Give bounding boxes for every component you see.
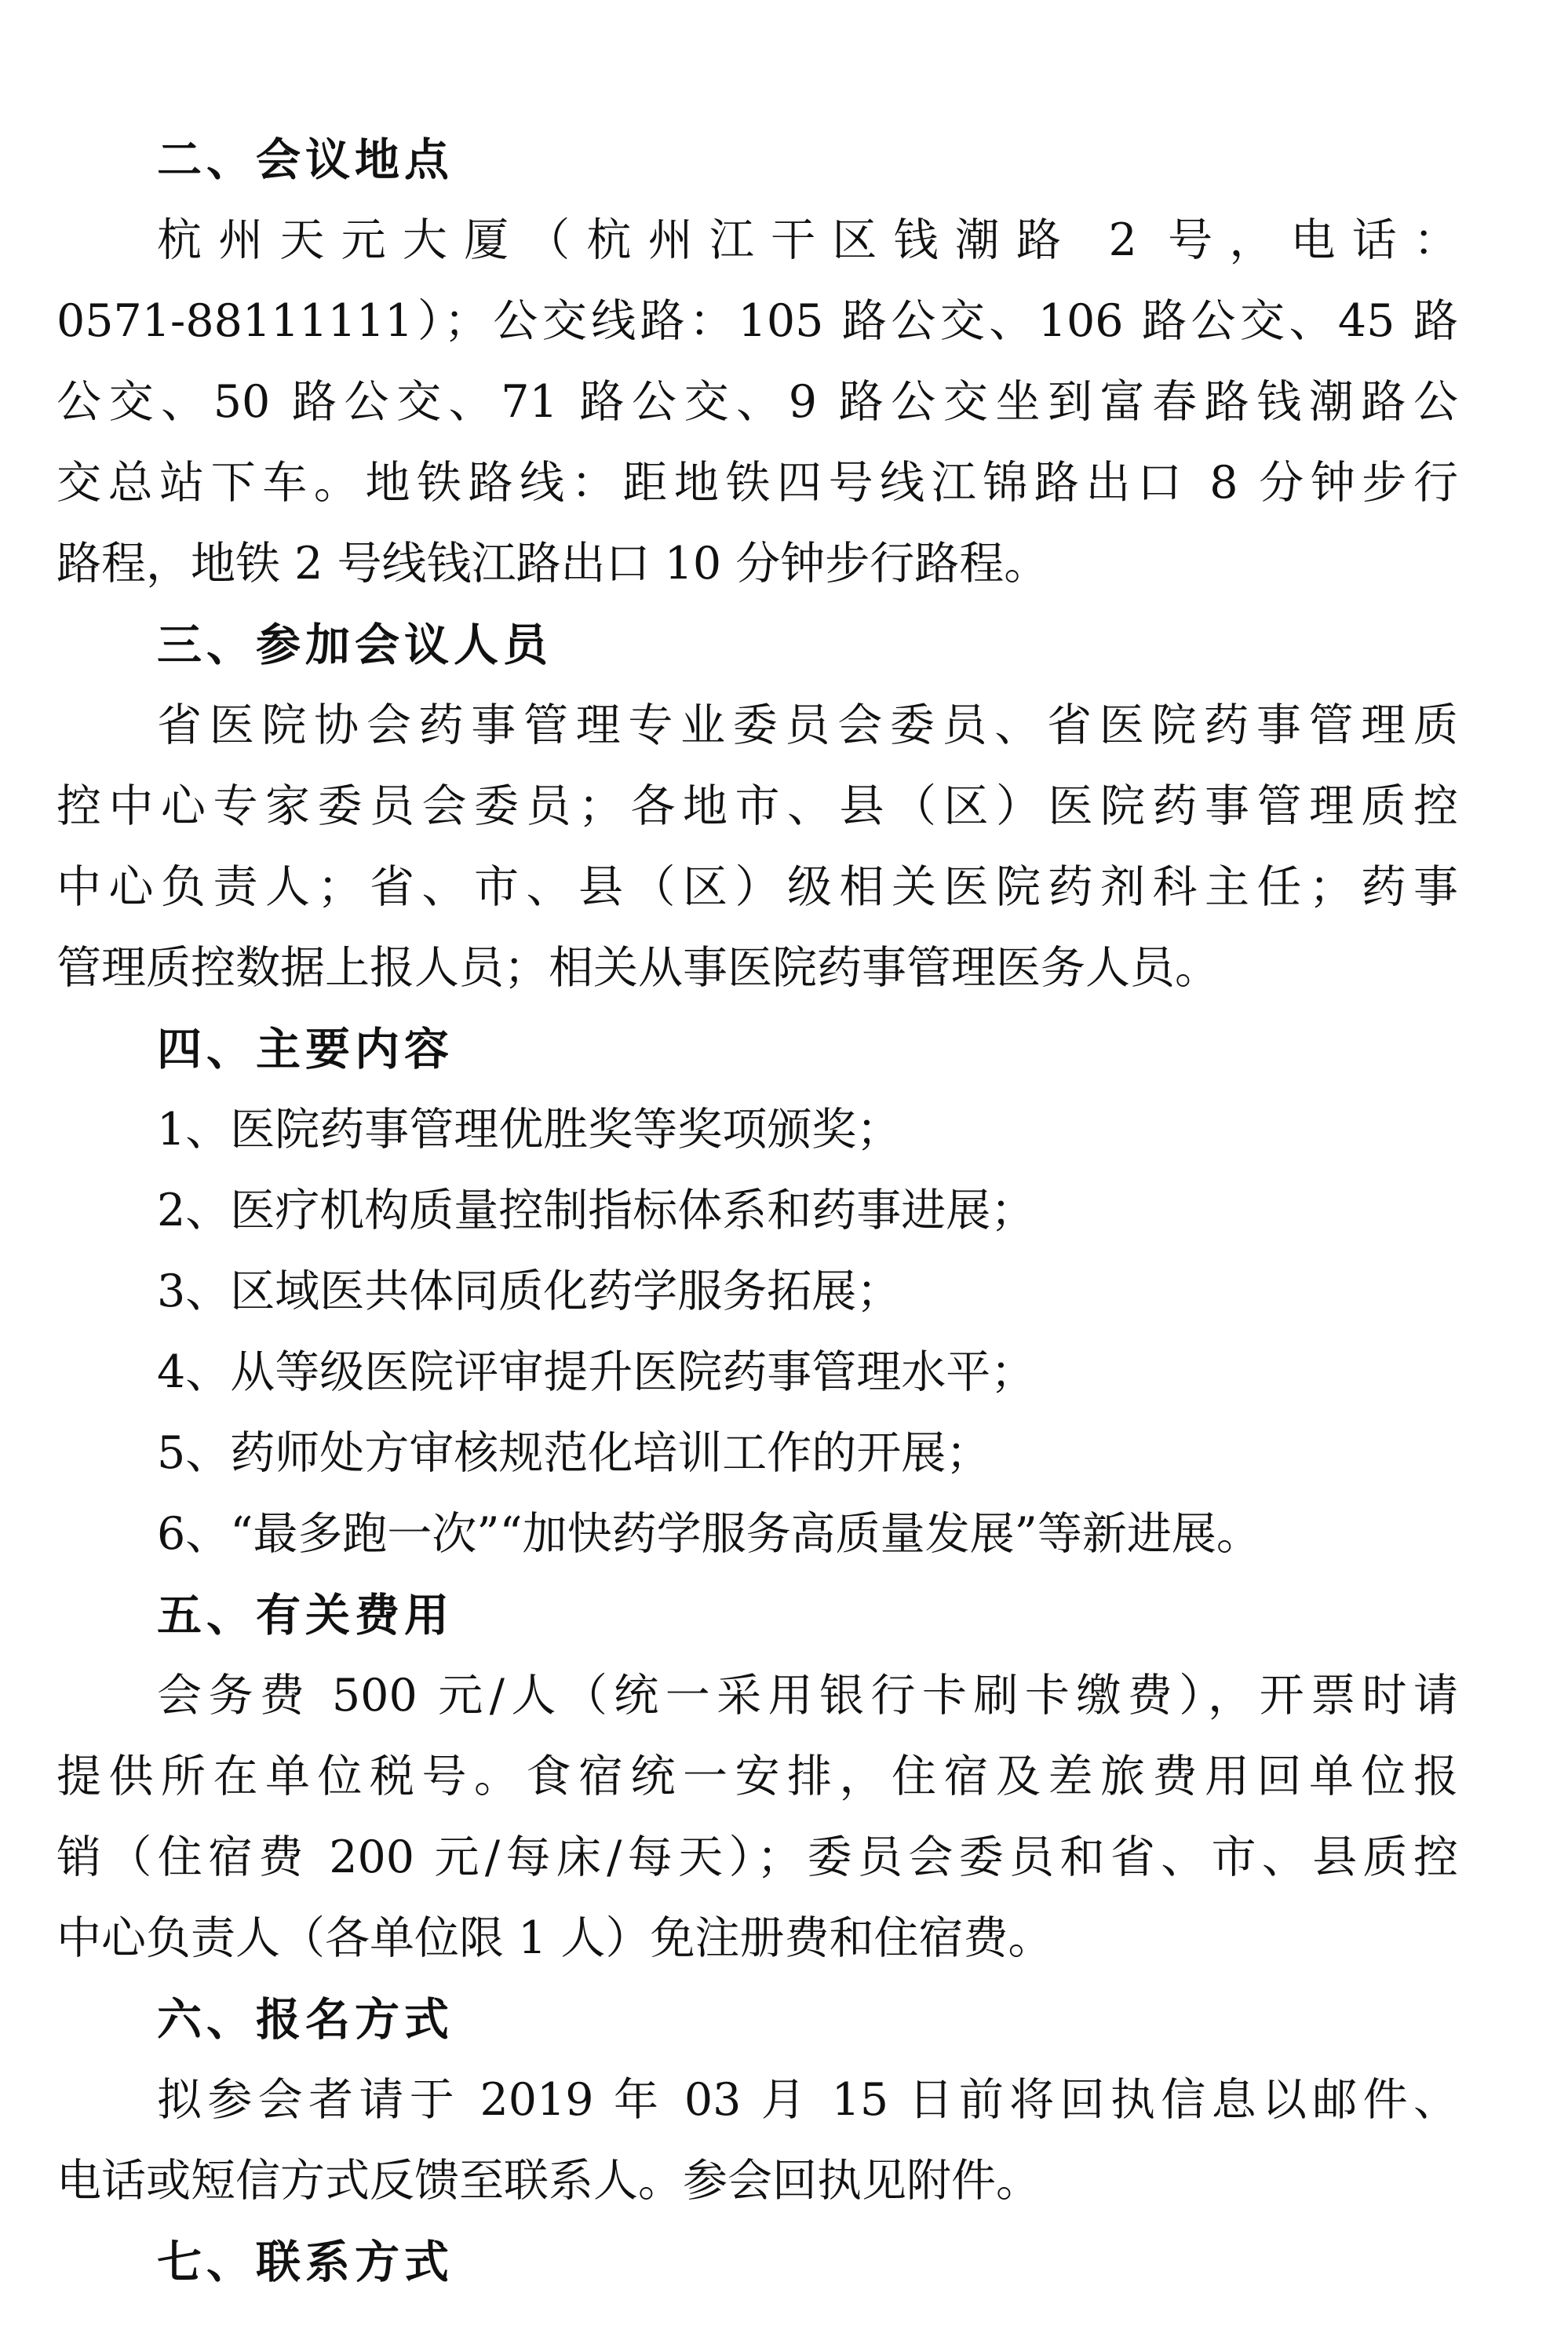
paragraph-line: 中心负责人；省、市、县（区）级相关医院药剂科主任；药事 — [57, 861, 1458, 913]
paragraph-line: 杭州天元大厦（杭州江干区钱潮路 2 号，电话： — [157, 214, 1458, 266]
section-heading-contact: 七、联系方式 — [157, 2236, 454, 2288]
list-item: 2、医疗机构质量控制指标体系和药事进展； — [157, 1185, 1036, 1236]
list-item: 1、医院药事管理优胜奖等奖项颁奖； — [157, 1104, 902, 1156]
paragraph-line: 销（住宿费 200 元/每床/每天）；委员会委员和省、市、县质控 — [57, 1831, 1458, 1883]
paragraph-line: 控中心专家委员会委员；各地市、县（区）医院药事管理质控 — [57, 780, 1458, 832]
list-item: 4、从等级医院评审提升医院药事管理水平； — [157, 1346, 1036, 1398]
list-item: 5、药师处方审核规范化培训工作的开展； — [157, 1427, 991, 1479]
paragraph-line: 0571-88111111）；公交线路：105 路公交、106 路公交、45 路 — [57, 295, 1458, 347]
section-heading-fees: 五、有关费用 — [157, 1589, 454, 1641]
paragraph-line: 省医院协会药事管理专业委员会委员、省医院药事管理质 — [157, 699, 1458, 751]
list-item: 6、“最多跑一次”“加快药学服务高质量发展”等新进展。 — [157, 1508, 1261, 1560]
paragraph-line: 电话或短信方式反馈至联系人。参会回执见附件。 — [57, 2155, 1041, 2207]
paragraph-line: 中心负责人（各单位限 1 人）免注册费和住宿费。 — [57, 1912, 1053, 1964]
paragraph-line: 路程，地铁 2 号线钱江路出口 10 分钟步行路程。 — [57, 538, 1049, 590]
section-heading-attendees: 三、参加会议人员 — [157, 619, 552, 671]
paragraph-line: 公交、50 路公交、71 路公交、9 路公交坐到富春路钱潮路公 — [57, 376, 1458, 428]
paragraph-line: 管理质控数据上报人员；相关从事医院药事管理医务人员。 — [57, 942, 1220, 994]
paragraph-line: 拟参会者请于 2019 年 03 月 15 日前将回执信息以邮件、 — [157, 2074, 1458, 2126]
list-item: 3、区域医共体同质化药学服务拓展； — [157, 1265, 902, 1317]
section-heading-content: 四、主要内容 — [157, 1023, 454, 1075]
paragraph-line: 会务费 500 元/人（统一采用银行卡刷卡缴费），开票时请 — [157, 1670, 1458, 1722]
section-heading-location: 二、会议地点 — [157, 133, 454, 186]
paragraph-line: 交总站下车。地铁路线：距地铁四号线江锦路出口 8 分钟步行 — [57, 457, 1458, 509]
paragraph-line: 提供所在单位税号。食宿统一安排，住宿及差旅费用回单位报 — [57, 1751, 1458, 1802]
section-heading-registration: 六、报名方式 — [157, 1993, 454, 2046]
